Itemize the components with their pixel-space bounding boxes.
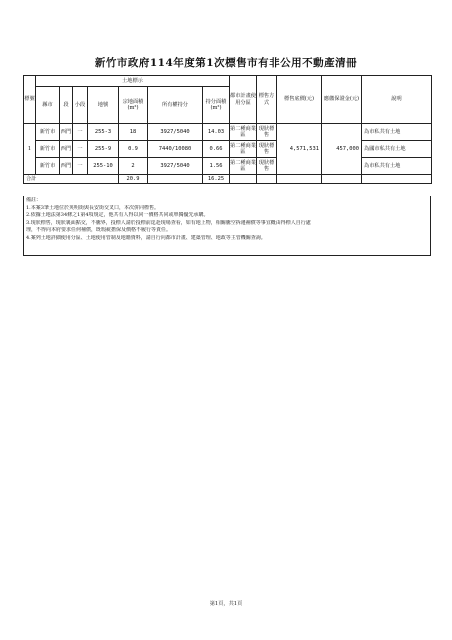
cell-area: 0.9 [119,141,148,158]
subtotal-label: 合計 [24,175,119,184]
cell-sale-method: 現狀標售 [257,141,277,158]
cell-held-area: 14.03 [203,124,230,141]
cell-zoning: 第二種商業區 [230,158,257,175]
page-number: 第1頁，共1頁 [209,601,243,607]
cell-ownership: 7440/10080 [148,141,203,158]
cell-county: 新竹市 [36,158,60,175]
note-item: 3.現狀標售，現狀裏面點交，不騰界，投標人請於投標前逕赴現場查看，如有地上物，相關騰空拆遷補償等事宜概由得標人自行處 [26,219,311,226]
header-county: 縣市 [36,87,60,124]
cell-zoning: 第二種商業區 [230,124,257,141]
subtotal-area: 20.9 [119,175,148,184]
cell-lot: 255-9 [88,141,119,158]
cell-ownership: 3927/5040 [148,124,203,141]
header-deposit: 應繳保證金(元) [322,76,362,124]
table-row [24,124,432,141]
header-section: 段 [60,87,73,124]
cell-sale-method: 現狀標售 [257,124,277,141]
cell-zoning: 第二種商業區 [230,141,257,158]
cell-base-price: 4,571,531 [277,124,322,175]
cell-subsection: 一 [73,124,88,141]
cell-ownership: 3927/5040 [148,158,203,175]
header-held-area: 持分面積(m²) [203,87,230,124]
header-subsection: 小段 [73,87,88,124]
header-sale-method: 標售方式 [257,76,277,124]
header-ownership: 所有權持分 [148,87,203,124]
note-item: 2.依據土地法第34條之1第4項規定，他共有人得以同一價格共同或單獨優先承購。 [26,212,209,218]
cell-held-area: 0.66 [203,141,230,158]
notes-heading: 備註： [26,197,42,203]
cell-remarks: 為市私共有土地 [362,158,432,175]
table-row [24,141,432,158]
cell-section: 西門 [60,124,73,141]
subtotal-held-area: 16.25 [203,175,230,184]
cell-section: 西門 [60,158,73,175]
document-title: 新竹市政府114年度第1次標售市有非公用不動產清冊 [94,57,358,69]
header-area: 宗地面積(m²) [119,87,148,124]
notes-box [23,196,431,256]
note-item: 1.本案3筆土地位於英明街與長安街交叉口，本次併同標售。 [26,204,159,211]
header-serial: 標號 [24,76,36,124]
header-remarks: 說明 [362,76,432,124]
header-base-price: 標售底價(元) [277,76,322,124]
subtotal-row [24,175,432,184]
cell-subsection: 一 [73,141,88,158]
cell-remarks: 為國市私共有土地 [362,141,432,158]
table-row [24,158,432,175]
cell-remarks: 為市私共有土地 [362,124,432,141]
cell-county: 新竹市 [36,141,60,158]
property-list-table [23,75,432,184]
cell-serial: 1 [24,124,36,175]
cell-lot: 255-3 [88,124,119,141]
cell-county: 新竹市 [36,124,60,141]
cell-sale-method: 現狀標售 [257,158,277,175]
note-item: 理，不得向本府要求任何補償，既瑕疵擔保及價格不履行等責任。 [26,227,172,233]
cell-area: 2 [119,158,148,175]
note-item: 4.案列土地詳細使用分區、土地使用管制及地籍資料，請自行向都市計畫、建築管理、地政等主管機關查詢。 [26,234,266,241]
cell-held-area: 1.56 [203,158,230,175]
cell-lot: 255-10 [88,158,119,175]
header-zoning: 都市計畫使用分區 [230,76,257,124]
cell-section: 西門 [60,141,73,158]
header-land-group: 土地標示 [36,76,230,87]
cell-deposit: 457,000 [322,124,362,175]
cell-subsection: 一 [73,158,88,175]
header-lot: 地號 [88,87,119,124]
cell-area: 18 [119,124,148,141]
